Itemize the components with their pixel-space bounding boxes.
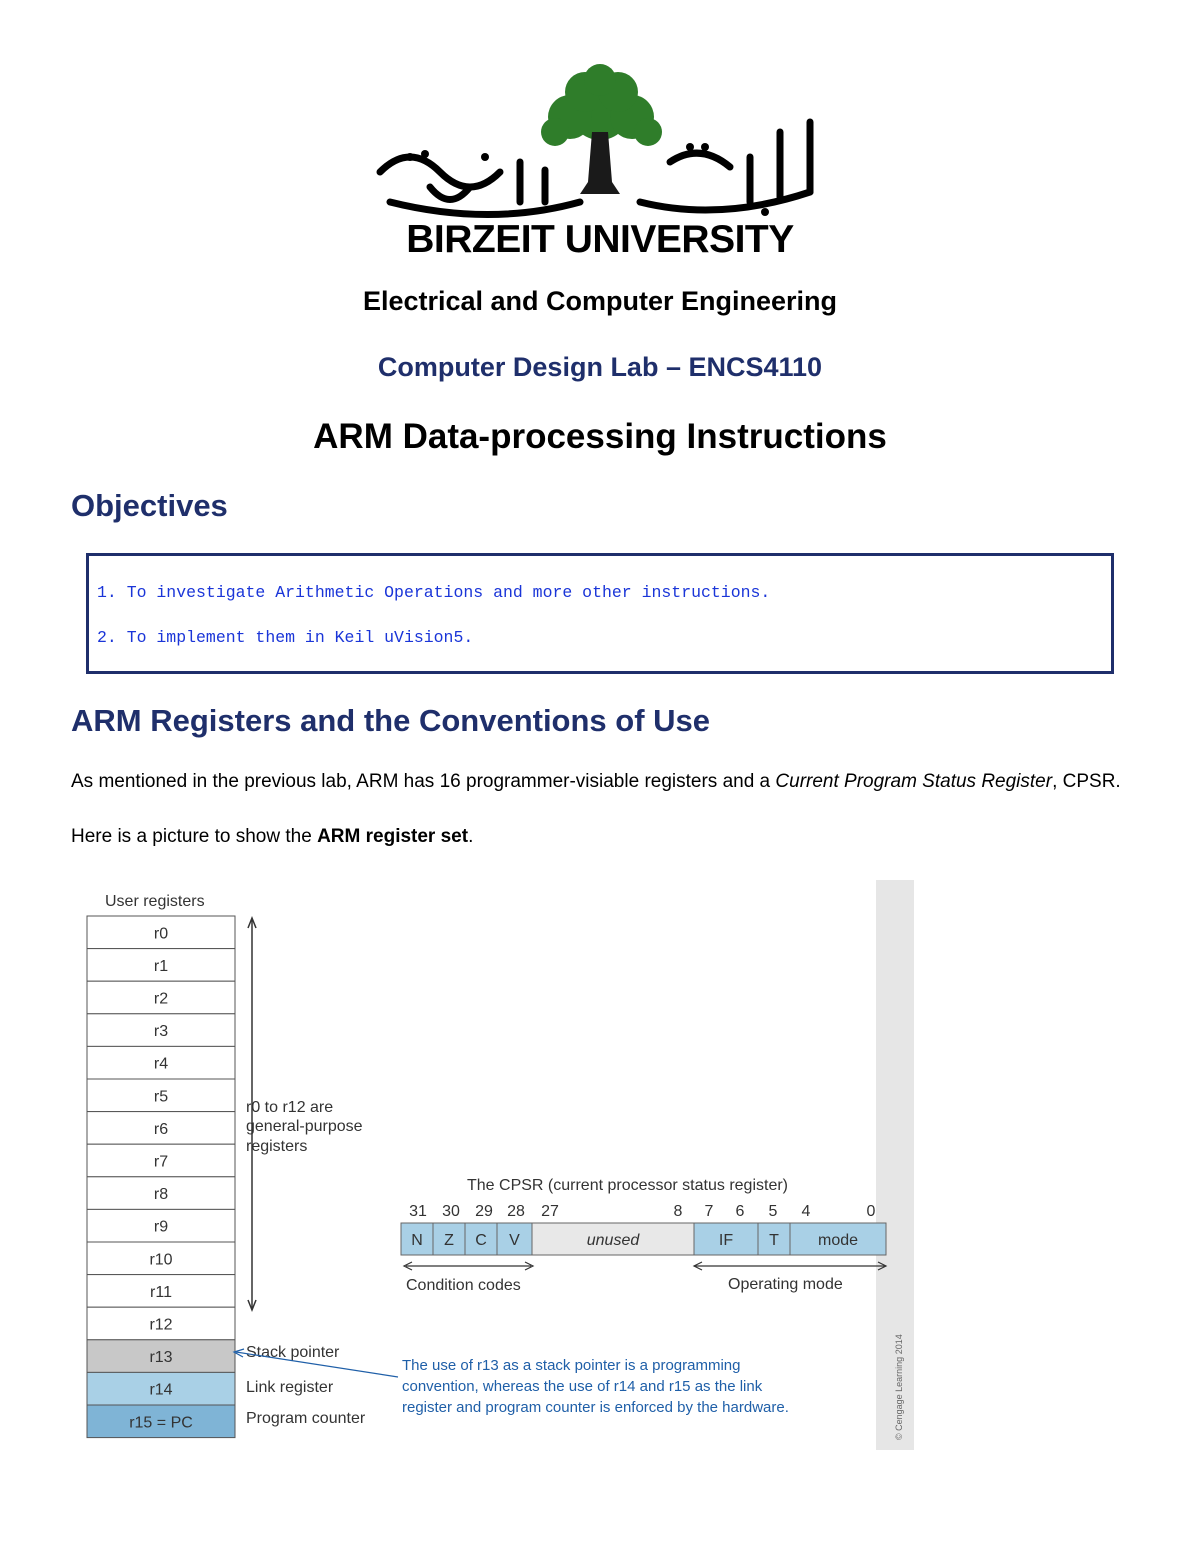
register-label: r6 — [153, 1120, 169, 1138]
operating-mode-label: Operating mode — [728, 1276, 843, 1293]
figure-intro — [71, 824, 473, 850]
para-text: As mentioned in the previous lab, ARM has 16 programmer-visiable registers and a — [71, 771, 776, 792]
user-registers-label: User registers — [105, 893, 205, 910]
register-label: r4 — [153, 1055, 169, 1073]
register-label: r9 — [153, 1218, 169, 1236]
bit-number: 5 — [768, 1203, 778, 1220]
register-label: r0 — [153, 925, 169, 943]
bit-number: 7 — [704, 1203, 714, 1220]
stack-pointer-label: Stack pointer — [246, 1344, 340, 1361]
objective-item: 2. To implement them in Keil uVision5. — [97, 628, 474, 647]
para-text: . — [468, 826, 474, 847]
register-label: r3 — [153, 1023, 169, 1041]
gp-note-line3: registers — [246, 1138, 308, 1155]
para-text: Here is a picture to show the — [71, 826, 318, 847]
para-text: , CPSR. — [1052, 771, 1121, 792]
cpsr-field-label: mode — [817, 1232, 859, 1249]
register-label: r8 — [153, 1186, 169, 1204]
cpsr-field-label: unused — [586, 1232, 640, 1249]
cpsr-field-label: N — [411, 1232, 423, 1249]
gp-note-line1: r0 to r12 are — [246, 1099, 334, 1116]
gp-note-line2: general-purpose — [246, 1118, 363, 1135]
registers-heading: ARM Registers and the Conventions of Use — [71, 703, 711, 738]
cpsr-title: The CPSR (current processor status register) — [467, 1177, 788, 1194]
copyright-note: © Cengage Learning 2014 — [894, 1334, 904, 1440]
bit-number: 28 — [507, 1203, 525, 1220]
university-name: BIRZEIT UNIVERSITY — [406, 218, 794, 261]
program-counter-label: Program counter — [246, 1410, 366, 1427]
cpsr-field-label: C — [475, 1232, 487, 1249]
cpsr-field-label: V — [509, 1232, 520, 1249]
bit-number: 31 — [409, 1203, 427, 1220]
register-label: r10 — [149, 1251, 173, 1269]
bit-number: 27 — [541, 1203, 559, 1220]
department-name: Electrical and Computer Engineering — [362, 286, 838, 316]
link-register-label: Link register — [246, 1379, 334, 1396]
register-label: r11 — [150, 1283, 172, 1301]
para-italic: Current Program Status Register — [775, 771, 1053, 792]
bit-number: 0 — [866, 1203, 876, 1220]
cpsr-field-label: IF — [718, 1232, 734, 1249]
register-label: r7 — [153, 1153, 169, 1171]
note-line3: register and program counter is enforced by the hardware. — [402, 1399, 789, 1416]
cpsr-field-label: T — [769, 1232, 779, 1249]
bit-number: 8 — [673, 1203, 683, 1220]
cpsr-register — [401, 1223, 886, 1255]
register-label: r12 — [149, 1316, 173, 1334]
note-line1: The use of r13 as a stack pointer is a programming — [402, 1357, 741, 1374]
objective-item: 1. To investigate Arithmetic Operations and more other instructions. — [97, 583, 771, 602]
bit-number: 4 — [801, 1203, 811, 1220]
bit-number: 30 — [442, 1203, 460, 1220]
register-label: r15 = PC — [129, 1414, 193, 1432]
register-label: r13 — [149, 1349, 173, 1367]
course-title: Computer Design Lab – ENCS4110 — [377, 352, 823, 382]
objectives-heading: Objectives — [71, 488, 228, 523]
intro-paragraph — [71, 769, 1131, 795]
condition-codes-label: Condition codes — [406, 1277, 521, 1294]
cpsr-bit-numbers — [409, 1203, 875, 1220]
register-column — [87, 916, 235, 1438]
arm-register-figure — [76, 880, 914, 1450]
document-title: ARM Data-processing Instructions — [313, 417, 887, 456]
bit-number: 29 — [475, 1203, 493, 1220]
objectives-box — [86, 553, 1114, 674]
register-label: r1 — [153, 957, 169, 975]
bit-number: 6 — [735, 1203, 745, 1220]
para-bold: ARM register set — [317, 826, 469, 847]
register-label: r14 — [149, 1381, 173, 1399]
register-label: r5 — [153, 1088, 169, 1106]
note-line2: convention, whereas the use of r14 and r15 as the link — [402, 1378, 763, 1395]
register-label: r2 — [153, 990, 169, 1008]
cpsr-field-label: Z — [444, 1232, 454, 1249]
